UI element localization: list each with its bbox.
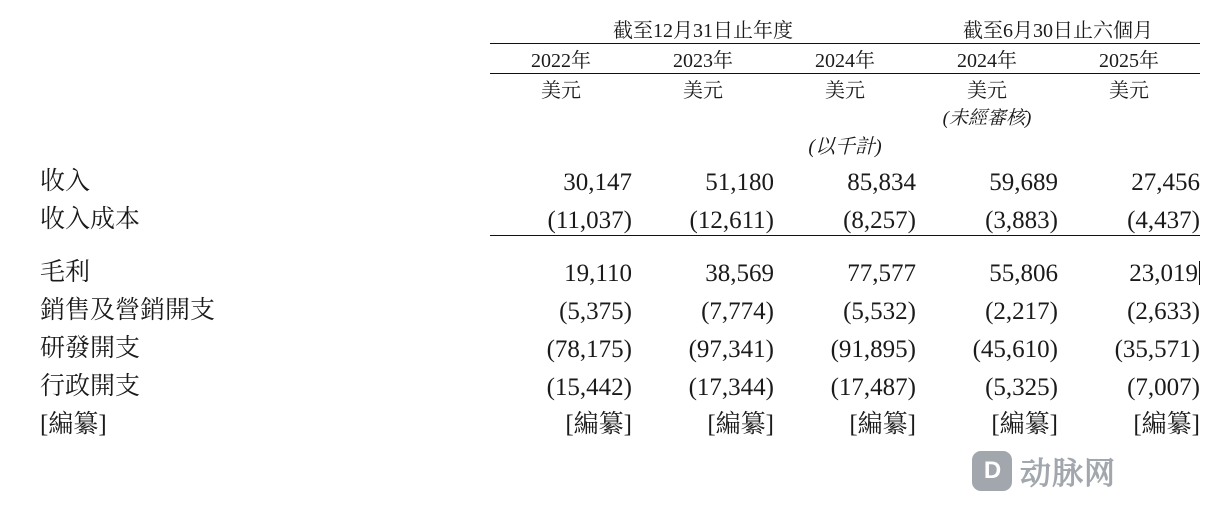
cell-gross-2022: 19,110 (564, 259, 632, 287)
header-unaudited-blank (40, 103, 490, 130)
spacer-cell (490, 235, 632, 250)
row-label-cost-of-revenue: 收入成本 (40, 206, 141, 233)
cell-cost-2022: (11,037) (490, 197, 632, 235)
header-group-interim: 截至6月30日止六個月 (916, 14, 1200, 44)
cell-gross-2025h1: 23,019 (1129, 259, 1198, 287)
cell-gross-2024: 77,577 (847, 259, 916, 287)
cell-redacted-2024h1: [編纂] (991, 410, 1058, 438)
header-thousands-row (40, 130, 1200, 159)
header-unit-blank (40, 74, 490, 104)
header-corner (40, 14, 490, 44)
spacer-cell (1058, 235, 1200, 250)
header-thousands-blank (40, 130, 490, 159)
table-row (40, 197, 1200, 235)
watermark (972, 448, 1116, 493)
header-year-2022: 2022年 (490, 44, 632, 74)
row-label-gross-profit: 毛利 (40, 258, 91, 286)
header-thousands-c5 (1058, 130, 1200, 159)
watermark-logo-icon: D (972, 451, 1012, 491)
spacer-cell (40, 235, 490, 250)
cell-rd-2024h1: (45,610) (972, 335, 1058, 363)
table-row (40, 288, 1200, 326)
header-year-2023: 2023年 (632, 44, 774, 74)
cell-rd-2022: (78,175) (546, 335, 632, 363)
cell-gross-2024h1: 55,806 (989, 259, 1058, 287)
header-unit-2023: 美元 (683, 80, 723, 102)
header-unit-2022: 美元 (541, 80, 581, 102)
cell-redacted-2022: [編纂] (565, 410, 632, 438)
spacer-cell (916, 235, 1058, 250)
cell-revenue-2024h1: 59,689 (989, 169, 1058, 196)
cell-redacted-2025h1: [編纂] (1133, 410, 1200, 438)
header-group-annual: 截至12月31日止年度 (490, 14, 916, 44)
financial-table (40, 14, 1200, 440)
table-row (40, 159, 1200, 197)
cell-selling-2022: (5,375) (559, 297, 632, 325)
header-year-row (40, 44, 1200, 74)
row-label-rd: 研發開支 (40, 334, 141, 362)
header-unaudited-row (40, 103, 1200, 130)
cell-selling-2023: (7,774) (701, 297, 774, 325)
cell-cost-2025h1: (4,437) (1058, 197, 1200, 235)
cell-admin-2024: (17,487) (830, 373, 916, 401)
header-unaudited-note: (未經審核) (942, 108, 1032, 129)
table-row (40, 250, 1200, 288)
row-label-admin: 行政開支 (40, 372, 141, 400)
cell-selling-2024h1: (2,217) (985, 297, 1058, 325)
header-unaudited-c2 (632, 103, 774, 130)
row-label-revenue: 收入 (40, 168, 91, 195)
header-unit-2024-interim: 美元 (967, 80, 1007, 102)
header-unaudited-c5 (1058, 103, 1200, 130)
cell-rd-2025h1: (35,571) (1114, 335, 1200, 363)
spacer-cell (632, 235, 774, 250)
cell-cost-2024h1: (3,883) (916, 197, 1058, 235)
table-row (40, 326, 1200, 364)
header-thousands-note: (以千計) (808, 136, 882, 158)
header-year-2024-interim: 2024年 (916, 44, 1058, 74)
header-thousands-c2 (632, 130, 774, 159)
cell-revenue-2024: 85,834 (847, 169, 916, 196)
header-unit-2024-annual: 美元 (825, 80, 865, 102)
row-spacer (40, 235, 1200, 250)
header-thousands-c4 (916, 130, 1058, 159)
header-year-blank (40, 44, 490, 74)
cell-admin-2025h1: (7,007) (1127, 373, 1200, 401)
cell-redacted-2023: [編纂] (707, 410, 774, 438)
cell-gross-2023: 38,569 (705, 259, 774, 287)
cell-admin-2022: (15,442) (546, 373, 632, 401)
header-year-2024-annual: 2024年 (774, 44, 916, 74)
cell-revenue-2022: 30,147 (563, 169, 632, 196)
cell-rd-2024: (91,895) (830, 335, 916, 363)
table-row (40, 364, 1200, 402)
cell-admin-2024h1: (5,325) (985, 373, 1058, 401)
table-row (40, 402, 1200, 440)
row-label-selling-marketing: 銷售及營銷開支 (40, 296, 216, 324)
text-caret (1199, 261, 1200, 285)
cell-revenue-2025h1: 27,456 (1131, 169, 1200, 196)
watermark-text: 动脉网 (1020, 456, 1116, 491)
row-label-redacted: [編纂] (40, 410, 107, 438)
header-thousands-c1 (490, 130, 632, 159)
cell-selling-2025h1: (2,633) (1127, 297, 1200, 325)
cell-rd-2023: (97,341) (688, 335, 774, 363)
header-unit-row (40, 74, 1200, 104)
cell-cost-2023: (12,611) (632, 197, 774, 235)
cell-cost-2024: (8,257) (774, 197, 916, 235)
header-unaudited-c1 (490, 103, 632, 130)
cell-admin-2023: (17,344) (688, 373, 774, 401)
spacer-cell (774, 235, 916, 250)
header-group-row (40, 14, 1200, 44)
header-unit-2025-interim: 美元 (1109, 80, 1149, 102)
cell-selling-2024: (5,532) (843, 297, 916, 325)
cell-redacted-2024: [編纂] (849, 410, 916, 438)
header-year-2025-interim: 2025年 (1058, 44, 1200, 74)
header-unaudited-c3 (774, 103, 916, 130)
cell-revenue-2023: 51,180 (705, 169, 774, 196)
